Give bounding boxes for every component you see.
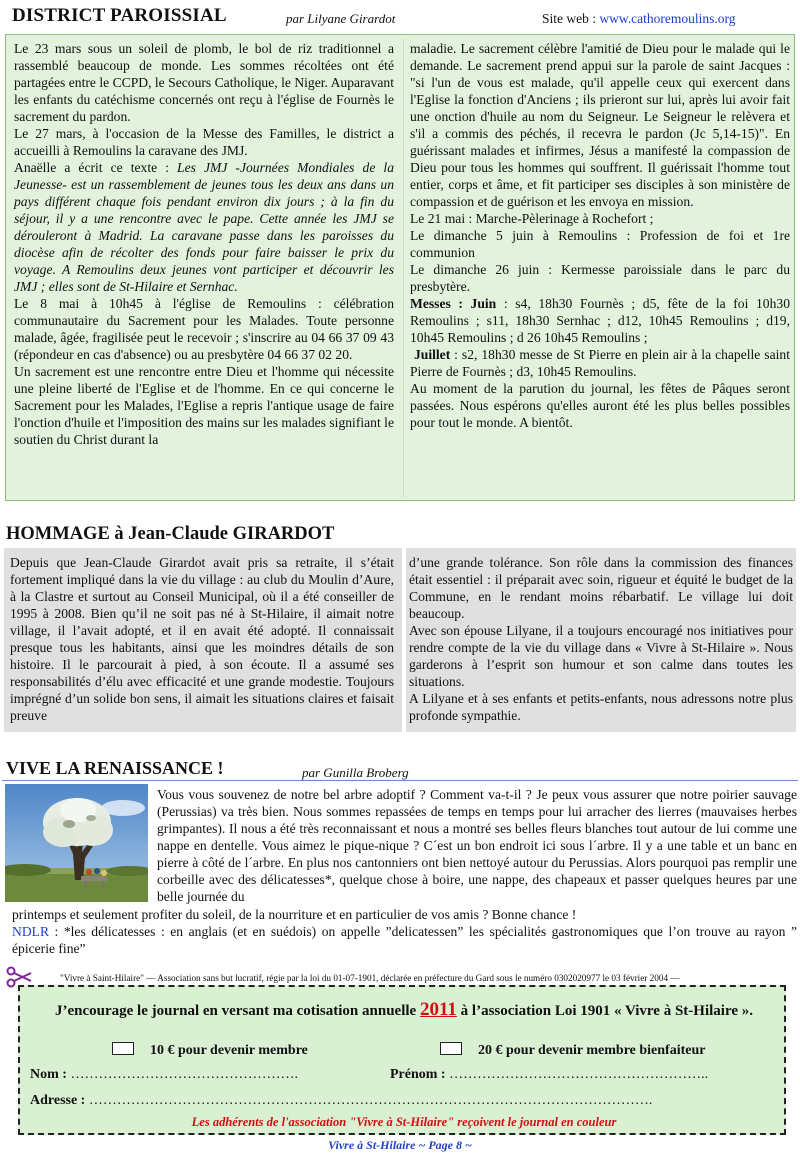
district-column-right <box>410 40 790 431</box>
coupon-intro-before: J’encourage le journal en versant ma cotisation annuelle <box>54 1003 420 1019</box>
district-paragraph: Le 8 mai à 10h45 à l'église de Remoulins : célébration communautaire du Sacrement pour les Malades. Toute personne malade, âgée, fragilisée peut le recevoir ; s'inscrire au 04 66 37 09 43 (répondeur en cas d'absence) ou au presbytère 04 66 37 02 20. <box>14 296 394 362</box>
district-paragraph: Le dimanche 26 juin : Kermesse paroissiale dans le parc du presbytère. <box>410 262 790 294</box>
ndlr-text: : *les délicatesses : en anglais (et en suédois) on appelle ”delicatessen” les spécialités gastronomiques que l’on trouve au rayon ” épicerie fine” <box>12 924 797 956</box>
anaelle-quote: Les JMJ -Journées Mondiales de la Jeunesse- est un rassemblement de jeunes tous les deux ans dans un pays différent chaque fois pendant environ dix jours ; à la fin du séjour, il y a une rencontre avec le pape. Cette année les JMJ se dérouleront à Madrid. La caravane passe dans les paroisses du diocèse afin de récolter des fonds pour faire baisser le prix du voyage. A Remoulins deux jeunes vont participer et découvrir les JMJ ; elles sont de St-Hilaire et Sernhac. <box>14 160 394 294</box>
anaelle-paragraph <box>14 159 394 295</box>
option-benefactor <box>440 1042 706 1059</box>
association-legal-note: "Vivre à Saint-Hilaire" — Association sans but lucratif, régie par la loi du 01-07-1901, déclarée en préfecture du Gard sous le numéro 0302020977 le 03 février 2004 — <box>60 973 680 983</box>
prenom-label: Prénom : <box>390 1067 450 1082</box>
nom-field[interactable] <box>30 1066 298 1083</box>
membership-coupon <box>18 985 786 1135</box>
messes-label: Messes : Juin <box>410 296 497 311</box>
column-divider <box>402 548 406 732</box>
prenom-field[interactable] <box>390 1066 708 1083</box>
district-paragraph: maladie. Le sacrement célèbre l'amitié de Dieu pour le malade qui le demande. Le sacrement prend appui sur la parole de saint Jacques : "si l'un de vous est malade, qu'il appelle ceux qui exercent dans l'Eglise la fonction d'Anciens ; ils prieront sur lui, après lui avoir fait une onction d'huile au nom du Seigneur. Le Seigneur le relèvera et s'il a commis des péchés, il recevra le pardon (Jc 5,14-15)". En guérissant malades et infirmes, Jésus a manifesté la compassion de Dieu pour tous les hommes qui souffrent. Il guérissait l'homme tout entier, corps et âme, et fit participer ses disciples à son ministère de compassion et de guérison et les envoya en mission. <box>410 41 790 209</box>
nom-dots: …………………………………………. <box>70 1067 298 1082</box>
renaissance-paragraph: Vous vous souvenez de notre bel arbre adoptif ? Comment va-t-il ? Je peux vous assurer que notre poirier sauvage (Perussias) va très bien. Nous sommes repassées de temps en temps pour lui arracher des lierres (mauvaises herbes grimpantes). Il nous a été très reconnaissant et nous a montré ses belles fleurs blanches tout autour de lui comme une nappe en dentelle. Vous aimez le pique-nique ? C´est un bon endroit ici sous l´arbre. Il y a une table et un banc en pierre à côté de l´arbre. En plus nos cantonniers ont bien nettoyé autour du Perussias. Alors pourquoi pas remplir une corbeille avec des délicatesses*, quelque chose à boire, une nappe, des chapeaux et passer quelques heures par une belle journée du <box>157 787 797 904</box>
nom-label: Nom : <box>30 1067 71 1082</box>
renaissance-paragraph-end: printemps et seulement profiter du soleil, de la nourriture et en particulier de vos amis ? Bonne chance ! <box>12 907 577 922</box>
juillet-label: Juillet <box>413 347 451 362</box>
ndlr-note <box>12 923 797 957</box>
site-url-link[interactable]: www.cathoremoulins.org <box>599 11 736 26</box>
juillet-text: : s2, 18h30 messe de St Pierre en plein air à la chapelle saint Pierre de Fournès ; d3, 10h45 Remoulins. <box>410 347 790 379</box>
hommage-paragraph: Depuis que Jean-Claude Girardot avait pris sa retraite, il s’était fortement impliqué dans la vie du village : au club du Moulin d’Aure, à la Clastre et surtout au Conseil Municipal, où il a été conseiller de 1995 à 2008. Bien qu’il ne soit pas né à St-Hilaire, il aimait notre village, il l’avait adopté, et il en avait été adopté. Il connaissait presque tous les habitants, ainsi que les moindres détails de son histoire. Il le parcourait à pied, à son écoute. Il a assumé ses responsabilités d’élu avec efficacité et une grande modestie. Toujours imprégné d’un solide bon sens, il aimait les situations claires et faisait preuve <box>10 555 394 723</box>
hommage-paragraph: A Lilyane et à ses enfants et petits-enfants, nous adressons notre plus profonde sympathie. <box>409 691 793 723</box>
section-rule <box>2 780 798 781</box>
option-member <box>112 1042 308 1059</box>
district-paragraph: Le dimanche 5 juin à Remoulins : Profession de foi et 1re communion <box>410 228 790 260</box>
adresse-label: Adresse : <box>30 1093 89 1108</box>
adresse-field[interactable] <box>30 1092 652 1109</box>
district-paragraph: Le 23 mars sous un soleil de plomb, le bol de riz traditionnel a rassemblé beaucoup de monde. Les sommes récoltées ont été partagées entre le CCPD, le Secours Catholique, le Niger. Auparavant les enfants du catéchisme concernés ont reçu à l'église de Fournès le sacrement du pardon. <box>14 41 394 124</box>
column-divider <box>403 39 404 497</box>
coupon-footer: Les adhérents de l'association "Vivre à St-Hilaire" reçoivent le journal en couleur <box>191 1115 617 1129</box>
hommage-article <box>4 548 796 732</box>
hommage-title: HOMMAGE à Jean-Claude GIRARDOT <box>6 524 335 544</box>
pear-tree-image <box>5 784 148 902</box>
hommage-column-right <box>409 554 793 724</box>
anaelle-intro: Anaëlle a écrit ce texte : <box>14 160 178 175</box>
coupon-intro-after: à l’association Loi 1901 « Vivre à St-Hilaire ». <box>456 1003 754 1019</box>
district-column-left <box>14 40 394 448</box>
renaissance-title: VIVE LA RENAISSANCE ! <box>6 758 224 778</box>
renaissance-author: par Gunilla Broberg <box>302 765 409 780</box>
district-article <box>5 34 795 501</box>
adresse-dots: …………………………………………………………………………………………………………. <box>88 1093 653 1108</box>
prenom-dots: ……………………………………………….. <box>449 1067 709 1082</box>
option-member-label: 10 € pour devenir membre <box>150 1043 308 1058</box>
district-closing: Au moment de la parution du journal, les fêtes de Pâques seront passées. Nous espérons qu'elles auront été les plus belles possibles pour tout le monde. A bientôt. <box>410 381 790 430</box>
site-label: Site web : <box>542 11 600 26</box>
option-benefactor-label: 20 € pour devenir membre bienfaiteur <box>478 1043 706 1058</box>
district-author: par Lilyane Girardot <box>286 11 396 26</box>
coupon-year: 2011 <box>419 999 457 1020</box>
hommage-paragraph: Avec son épouse Lilyane, il a toujours encouragé nos initiatives pour rendre compte de la vie du village dans « Vivre à St-Hilaire ». Nous garderons à l’esprit son humour et son calme dans toutes les situations. <box>409 623 793 689</box>
district-paragraph: Un sacrement est une rencontre entre Dieu et l'homme qui nécessite une pleine liberté de l'Eglise et de l'homme. En ce qui concerne le Sacrement pour les Malades, l'Eglise a repris l'antique usage de faire l'onction d'huile et l'imposition des mains sur les malades signifiant le soutien du Christ durant la <box>14 364 394 447</box>
hommage-column-left <box>10 554 394 724</box>
tree-photo <box>5 784 148 902</box>
ndlr-label: NDLR <box>12 924 50 939</box>
district-site <box>542 10 735 27</box>
coupon-intro <box>20 1001 788 1020</box>
messes-paragraph <box>410 295 790 346</box>
district-paragraph: Le 27 mars, à l'occasion de la Messe des Familles, le district a accueilli à Remoulins la caravane des JMJ. <box>14 126 394 158</box>
messes-text: : s4, 18h30 Fournès ; d5, fête de la foi 10h30 Remoulins ; s11, 18h30 Sernhac ; d12, 10h45 Remoulins ; d19, 10h45 Remoulins ; d 26 10h45 Remoulins ; <box>410 296 790 345</box>
page-footer: Vivre à St-Hilaire ~ Page 8 ~ <box>328 1138 472 1152</box>
member-checkbox[interactable] <box>112 1042 134 1055</box>
benefactor-checkbox[interactable] <box>440 1042 462 1055</box>
district-header <box>0 0 800 34</box>
district-title: DISTRICT PAROISSIAL <box>12 5 227 26</box>
district-paragraph: Le 21 mai : Marche-Pèlerinage à Rochefort ; <box>410 211 654 226</box>
juillet-paragraph <box>410 346 790 380</box>
hommage-paragraph: d’une grande tolérance. Son rôle dans la commission des finances était essentiel : il préparait avec soin, rigueur et équité le budget de la Commune, en le rendant moins rébarbatif. Le village lui doit beaucoup. <box>409 555 793 621</box>
